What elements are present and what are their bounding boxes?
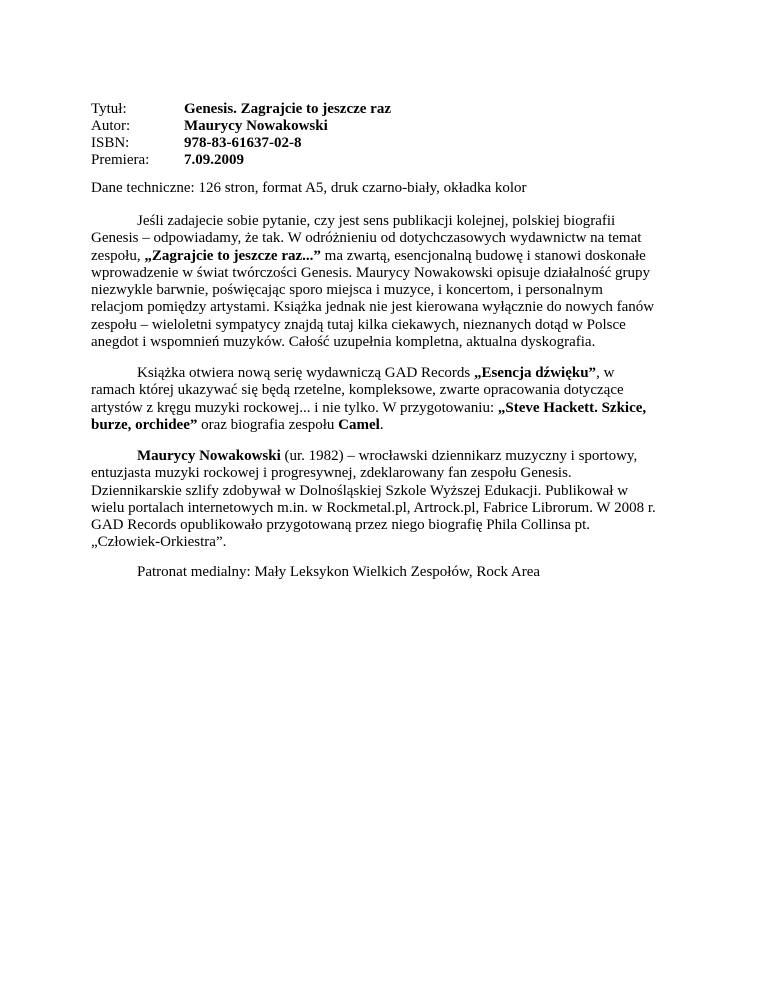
description-paragraph xyxy=(91,213,691,351)
p1-line: zespołu, xyxy=(91,247,145,264)
p3-line: wielu portalach internetowych m.in. w Rockmetal.pl, Artrock.pl, Fabrice Librorum. W 2008 r. xyxy=(91,499,656,516)
series-paragraph xyxy=(91,365,691,434)
p2-line: oraz biografia zespołu xyxy=(197,416,339,433)
p3-line: „Człowiek-Orkiestra”. xyxy=(91,534,227,551)
p1-line: zespołu – wieloletni sympatycy znajdą tutaj kilka ciekawych, nieznanych dotąd w Polsce xyxy=(91,316,626,333)
p2-line: artystów z kręgu muzyki rockowej... i nie tylko. W przygotowaniu: xyxy=(91,399,498,416)
p1-line: Jeśli zadajecie sobie pytanie, czy jest sens publikacji kolejnej, polskiej biografii xyxy=(137,213,616,229)
p2-line: ramach której ukazywać się będą rzetelne, kompleksowe, zwarte opracowania dotyczące xyxy=(91,382,624,399)
title-value: Genesis. Zagrajcie to jeszcze raz xyxy=(184,101,391,117)
p1-line: relacjom pomiędzy artystami. Książka jednak nie jest kierowana wyłącznie do nowych fanów xyxy=(91,299,655,316)
band-name-emphasis: Camel xyxy=(338,416,380,433)
technical-data: Dane techniczne: 126 stron, format A5, druk czarno-biały, okładka kolor xyxy=(91,180,527,196)
p3-line: entuzjasta muzyki rockowej i progresywnej, zdeklarowany fan zespołu Genesis. xyxy=(91,465,572,482)
p3-line: GAD Records opublikowało przygotowaną przez niego biografię Phila Collinsa pt. xyxy=(91,517,591,534)
p1-line: wprowadzenie w świat twórczości Genesis. Maurycy Nowakowski opisuje działalność grupy xyxy=(91,264,651,281)
book-metadata xyxy=(91,101,391,169)
series-name-emphasis: „Esencja dźwięku” xyxy=(473,365,597,381)
premiere-row xyxy=(91,152,391,169)
p2-line: Książka otwiera nową serię wydawniczą GAD Records xyxy=(137,365,474,381)
p1-line: ma zwartą, esencjonalną budowę i stanowi doskonałe xyxy=(320,247,646,264)
author-label: Autor: xyxy=(91,118,131,134)
p3-line: (ur. 1982) – wrocławski dziennikarz muzyczny i sportowy, xyxy=(280,448,638,464)
author-name-emphasis: Maurycy Nowakowski xyxy=(137,448,281,464)
p3-line: Dziennikarskie szlify zdobywał w Dolnośląskiej Szkole Wyższej Edukacji. Publikował w xyxy=(91,482,629,499)
upcoming-title-emphasis: burze, orchidee” xyxy=(91,416,198,433)
premiere-label: Premiera: xyxy=(91,152,150,168)
p2-line: . xyxy=(379,416,384,433)
p2-line: , w xyxy=(596,365,615,381)
media-patronage xyxy=(91,564,691,581)
p1-line: Genesis – odpowiadamy, że tak. W odróżnieniu od dotychczasowych wydawnictw na temat xyxy=(91,230,642,247)
isbn-value: 978-83-61637-02-8 xyxy=(184,135,302,151)
patronage-text: Patronat medialny: Mały Leksykon Wielkich Zespołów, Rock Area xyxy=(137,564,541,580)
isbn-label: ISBN: xyxy=(91,135,130,151)
author-bio-paragraph xyxy=(91,448,691,552)
book-title-emphasis: „Zagrajcie to jeszcze raz...” xyxy=(144,247,321,264)
upcoming-title-emphasis: „Steve Hackett. Szkice, xyxy=(497,399,647,416)
author-value: Maurycy Nowakowski xyxy=(184,118,328,134)
author-row xyxy=(91,118,391,135)
isbn-row xyxy=(91,135,391,152)
premiere-value: 7.09.2009 xyxy=(184,152,244,168)
title-row xyxy=(91,101,391,118)
p1-line: anegdot i wspomnień muzyków. Całość uzupełnia kompletna, aktualna dyskografia. xyxy=(91,334,596,351)
title-label: Tytuł: xyxy=(91,101,127,117)
p1-line: niezwykle barwnie, poświęcając sporo miejsca i muzyce, i koncertom, i personalnym xyxy=(91,282,603,299)
